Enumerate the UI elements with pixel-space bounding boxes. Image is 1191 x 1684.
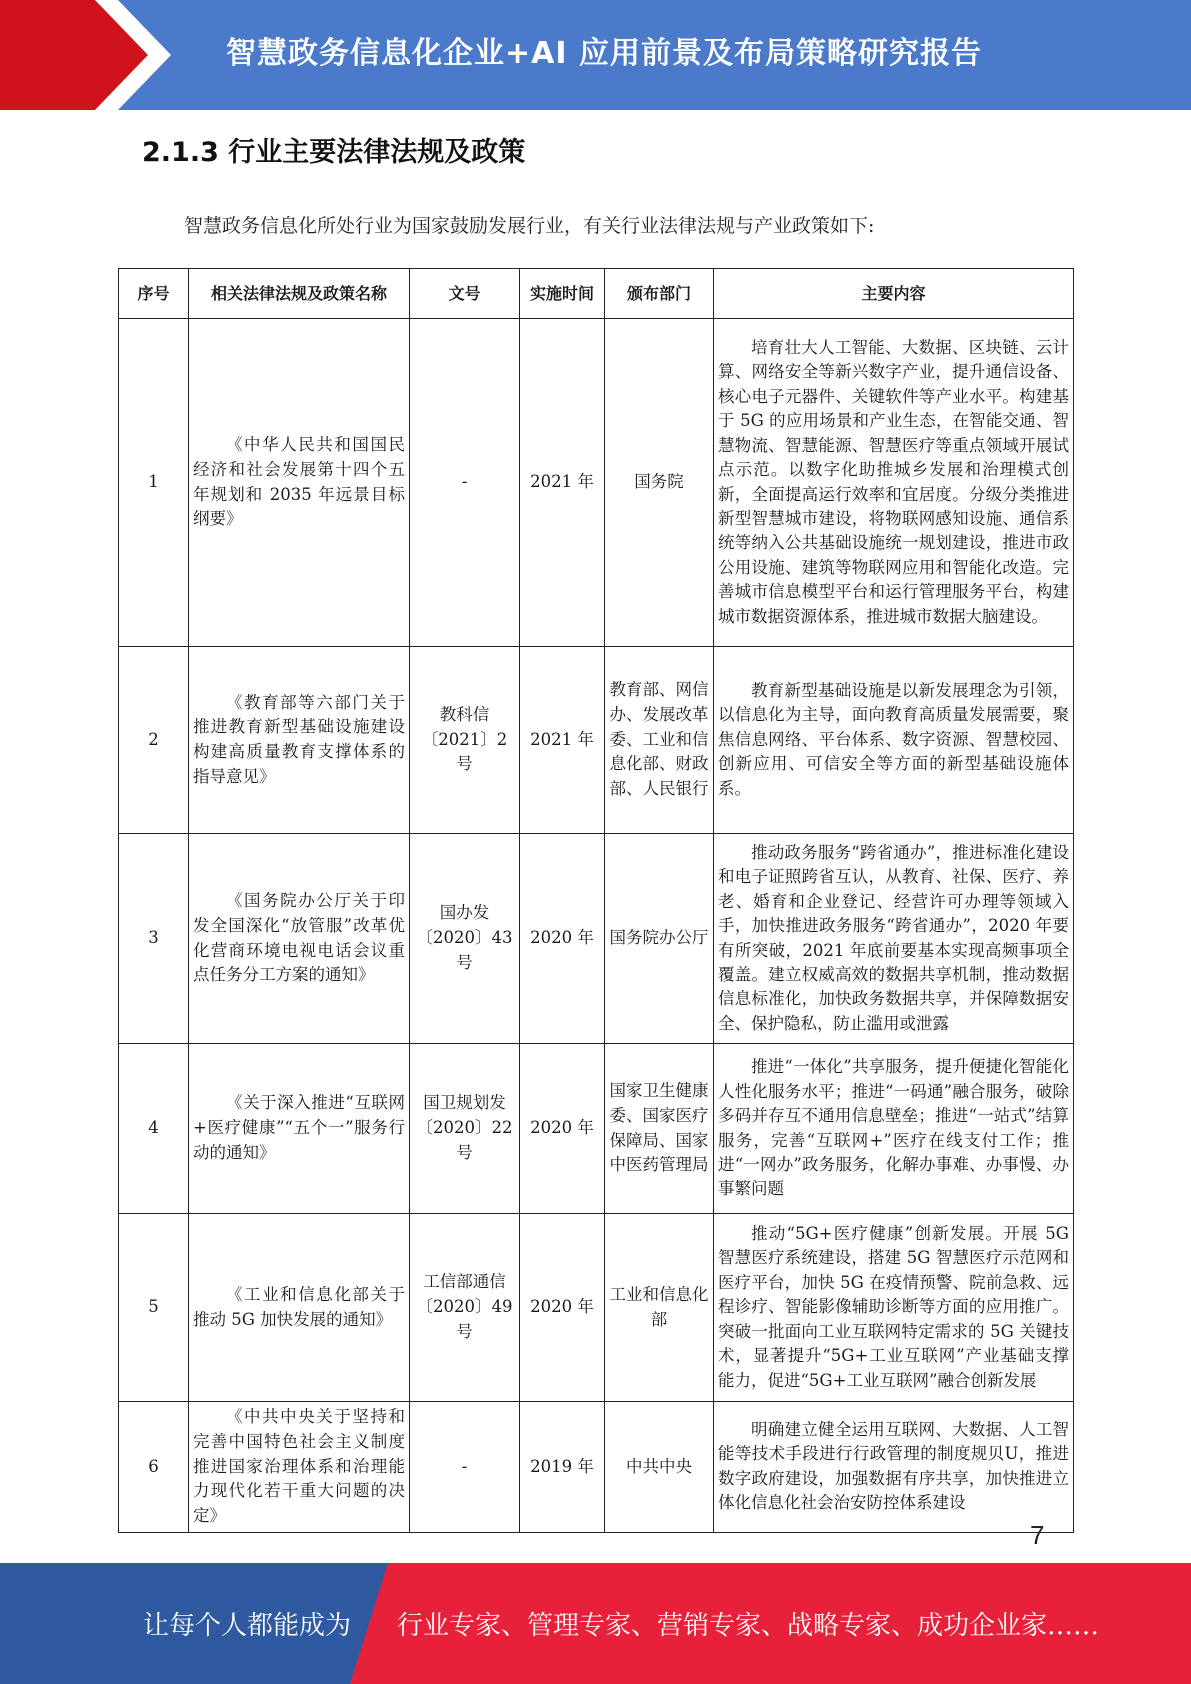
policy-content: 推动政务服务“跨省通办”，推进标准化建设和电子证照跨省互认，从教育、社保、医疗、养老、婚育和企业登记、经营许可办理等领域入手，加快推进政务服务“跨省通办”，2020 年要有所突破，2021 年底前要基本实现高频事项全覆盖。建立权威高效的数据共享机制，推动数据信息标准化，加快政务数据共享，并保障数据安全、保护隐私，防止滥用或泄露 (714, 834, 1074, 1044)
policy-name: 《工业和信息化部关于推动 5G 加快发展的通知》 (189, 1214, 410, 1402)
policy-name: 《国务院办公厅关于印发全国深化“放管服”改革优化营商环境电视电话会议重点任务分工方案的通知》 (189, 834, 410, 1044)
policy-content: 明确建立健全运用互联网、大数据、人工智能等技术手段进行行政管理的制度规贝U，推进数字政府建设，加强数据有序共享，加快推进立体化信息化社会治安防控体系建设 (714, 1402, 1074, 1533)
table-row (119, 1044, 1074, 1214)
issuing-department: 国务院办公厅 (605, 834, 714, 1044)
column-header-content: 主要内容 (714, 269, 1074, 319)
effective-year: 2020 年 (520, 1044, 605, 1214)
policy-content: 推进“一体化”共享服务，提升便捷化智能化人性化服务水平；推进“一码通”融合服务，破除多码并存互不通用信息壁垒；推进“一站式”结算服务，完善“互联网+”医疗在线支付工作；推进“一网办”政务服务，化解办事难、办事慢、办事繁问题 (714, 1044, 1074, 1214)
row-number: 1 (119, 319, 189, 647)
intro-paragraph: 智慧政务信息化所处行业为国家鼓励发展行业，有关行业法律法规与产业政策如下: (184, 215, 875, 237)
row-number: 3 (119, 834, 189, 1044)
footer-slogan-left: 让每个人都能成为 (143, 1611, 352, 1641)
policy-name: 《中共中央关于坚持和完善中国特色社会主义制度推进国家治理体系和治理能力现代化若干重大问题的决定》 (189, 1402, 410, 1533)
table-row (119, 1402, 1074, 1533)
policy-content: 培育壮大人工智能、大数据、区块链、云计算、网络安全等新兴数字产业，提升通信设备、核心电子元器件、关键软件等产业水平。构建基于 5G 的应用场景和产业生态，在智能交通、智慧物流、智慧能源、智慧医疗等重点领域开展试点示范。以数字化助推城乡发展和治理模式创新，全面提高运行效率和宜居度。分级分类推进新型智慧城市建设，将物联网感知设施、通信系统等纳入公共基础设施统一规划建设，推进市政公用设施、建筑等物联网应用和智能化改造。完善城市信息模型平台和运行管理服务平台，构建城市数据资源体系，推进城市数据大脑建设。 (714, 319, 1074, 647)
column-header-year: 实施时间 (520, 269, 605, 319)
policy-name: 《教育部等六部门关于推进教育新型基础设施建设构建高质量教育支撑体系的指导意见》 (189, 647, 410, 834)
effective-year: 2020 年 (520, 1214, 605, 1402)
section-heading: 2.1.3 行业主要法律法规及政策 (142, 137, 526, 168)
effective-year: 2019 年 (520, 1402, 605, 1533)
footer-slogan-right: 行业专家、管理专家、营销专家、战略专家、成功企业家…… (397, 1611, 1100, 1641)
row-number: 4 (119, 1044, 189, 1214)
document-number: 教科信〔2021〕2 号 (410, 647, 520, 834)
issuing-department: 教育部、网信办、发展改革委、工业和信息化部、财政部、人民银行 (605, 647, 714, 834)
document-number: 工信部通信〔2020〕49 号 (410, 1214, 520, 1402)
table-header-row (119, 269, 1074, 319)
policy-name: 《中华人民共和国国民经济和社会发展第十四个五年规划和 2035 年远景目标纲要》 (189, 319, 410, 647)
effective-year: 2020 年 (520, 834, 605, 1044)
column-header-dept: 颁布部门 (605, 269, 714, 319)
effective-year: 2021 年 (520, 647, 605, 834)
column-header-name: 相关法律法规及政策名称 (189, 269, 410, 319)
document-number: - (410, 1402, 520, 1533)
policy-content: 推动“5G+医疗健康”创新发展。开展 5G 智慧医疗系统建设，搭建 5G 智慧医疗示范网和医疗平台，加快 5G 在疫情预警、院前急救、远程诊疗、智能影像辅助诊断等方面的应用推广。突破一批面向工业互联网特定需求的 5G 关键技术，显著提升“5G+工业互联网”产业基础支撑能力，促进“5G+工业互联网”融合创新发展 (714, 1214, 1074, 1402)
report-title: 智慧政务信息化企业+AI 应用前景及布局策略研究报告 (226, 36, 982, 71)
page-footer (0, 1563, 1191, 1684)
policy-table (118, 268, 1074, 1533)
document-number: - (410, 319, 520, 647)
row-number: 5 (119, 1214, 189, 1402)
table-row (119, 319, 1074, 647)
policy-content: 教育新型基础设施是以新发展理念为引领，以信息化为主导，面向教育高质量发展需要，聚焦信息网络、平台体系、数字资源、智慧校园、创新应用、可信安全等方面的新型基础设施体系。 (714, 647, 1074, 834)
issuing-department: 国务院 (605, 319, 714, 647)
column-header-doc: 文号 (410, 269, 520, 319)
page-header (0, 0, 1191, 110)
document-number: 国办发〔2020〕43 号 (410, 834, 520, 1044)
row-number: 6 (119, 1402, 189, 1533)
table-row (119, 647, 1074, 834)
page-number: 7 (1030, 1520, 1045, 1550)
issuing-department: 国家卫生健康委、国家医疗保障局、国家中医药管理局 (605, 1044, 714, 1214)
row-number: 2 (119, 647, 189, 834)
column-header-no: 序号 (119, 269, 189, 319)
table-row (119, 1214, 1074, 1402)
effective-year: 2021 年 (520, 319, 605, 647)
policy-name: 《关于深入推进“互联网+医疗健康”“五个一”服务行动的通知》 (189, 1044, 410, 1214)
issuing-department: 工业和信息化部 (605, 1214, 714, 1402)
table-row (119, 834, 1074, 1044)
document-number: 国卫规划发〔2020〕22 号 (410, 1044, 520, 1214)
issuing-department: 中共中央 (605, 1402, 714, 1533)
